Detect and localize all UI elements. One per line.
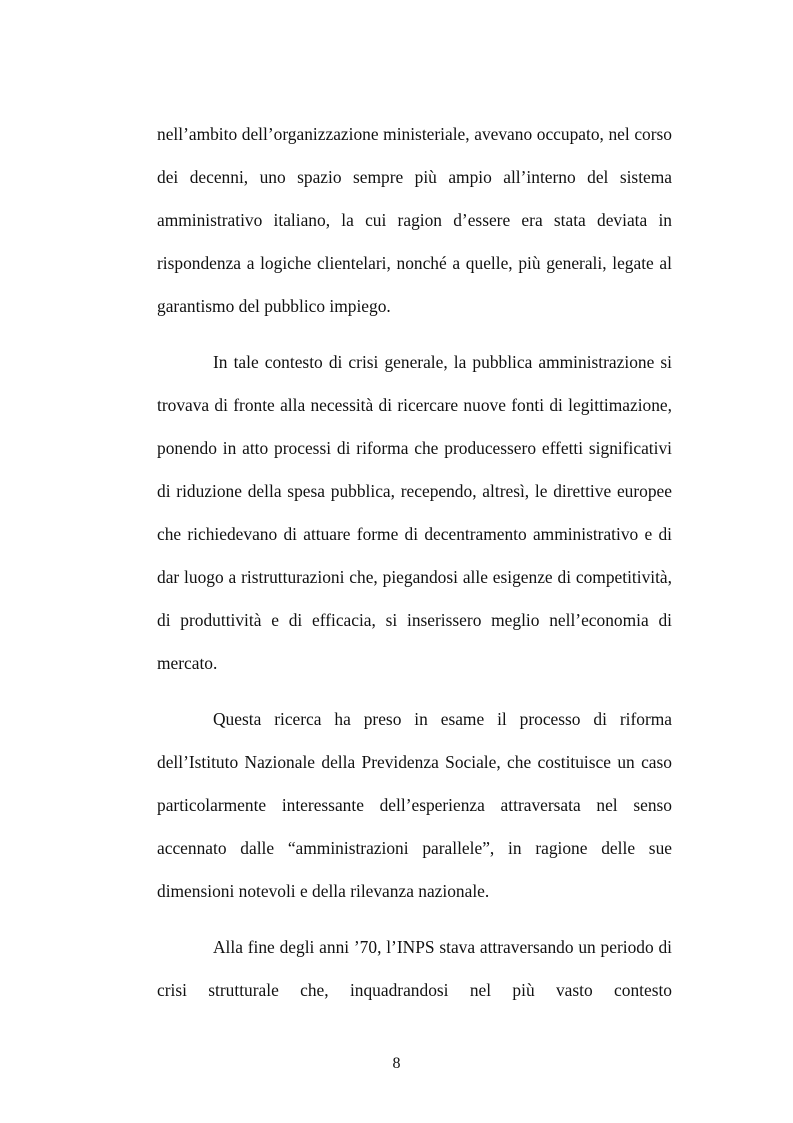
paragraph-3: Questa ricerca ha preso in esame il processo di riforma dell’Istituto Nazionale della Previdenza Sociale, che costituisce un caso particolarmente interessante dell’esperienza attraversata nel senso accennato dalle “amministrazioni parallele”, in ragione delle sue dimensioni notevoli e della rilevanza nazionale. (157, 709, 672, 901)
page-number: 8 (392, 1055, 401, 1072)
body-text (157, 113, 672, 1012)
paragraph-4: Alla fine degli anni ’70, l’INPS stava attraversando un periodo di crisi strutturale che, inquadrandosi nel più vasto contesto (157, 937, 672, 1000)
paragraph-2: In tale contesto di crisi generale, la pubblica amministrazione si trovava di fronte alla necessità di ricercare nuove fonti di legittimazione, ponendo in atto processi di riforma che producessero effetti significativi di riduzione della spesa pubblica, recependo, altresì, le direttive europee che richiedevano di attuare forme di decentramento amministrativo e di dar luogo a ristrutturazioni che, piegandosi alle esigenze di competitività, di produttività e di efficacia, si inserissero meglio nell’economia di mercato. (157, 352, 672, 673)
paragraph-1: nell’ambito dell’organizzazione ministeriale, avevano occupato, nel corso dei decenni, uno spazio sempre più ampio all’interno del sistema amministrativo italiano, la cui ragion d’essere era stata deviata in rispondenza a logiche clientelari, nonché a quelle, più generali, legate al garantismo del pubblico impiego. (157, 124, 672, 316)
